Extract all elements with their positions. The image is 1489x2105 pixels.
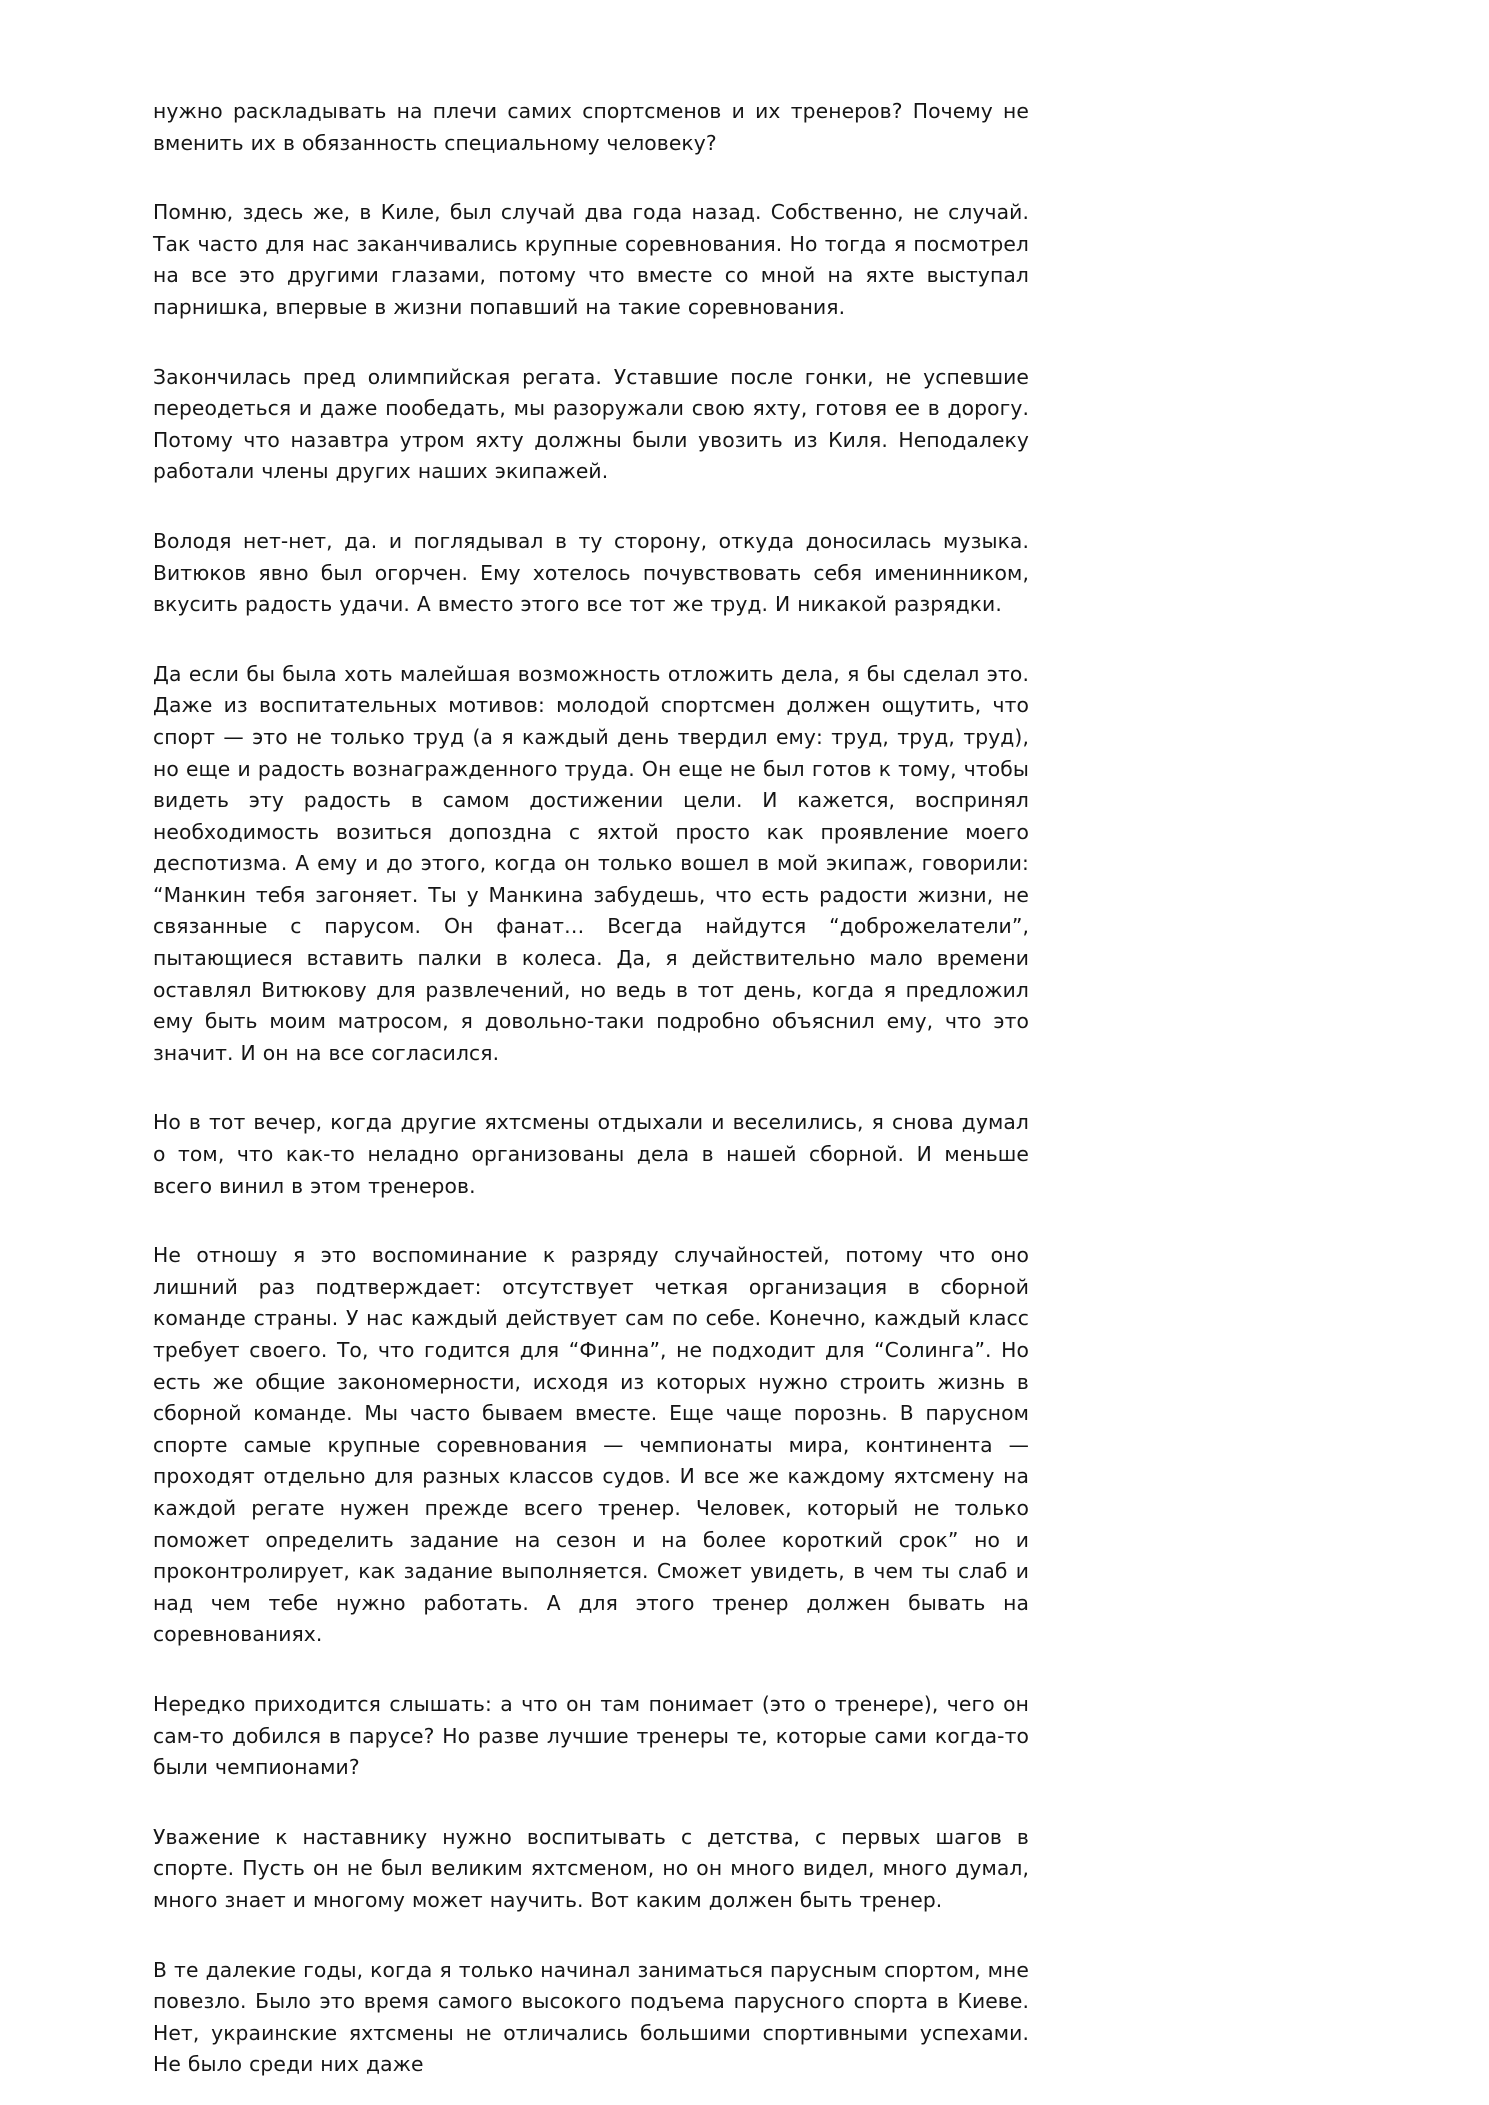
paragraph: Володя нет-нет, да. и поглядывал в ту сторону, откуда доносилась музыка. Витюков явно был огорчен. Ему хотелось почувствовать себя именинником, вкусить радость удачи. А вместо этого все тот же труд. И никакой разрядки.	[153, 528, 1029, 617]
paragraph: Помню, здесь же, в Киле, был случай два года назад. Собственно, не случай. Так часто для нас заканчивались крупные соревнования. Но тогда я посмотрел на все это другими глазами, потому что вместе со мной на яхте выступал парнишка, впервые в жизни попавший на такие соревнования.	[153, 200, 1029, 319]
paragraph: Не отношу я это воспоминание к разряду случайностей, потому что оно лишний раз подтверждает: отсутствует четкая организация в сборной команде страны. У нас каждый действует сам по себе. Конечно, каждый класс требует своего. То, что годится для “Финна”, не подходит для “Солинга”. Но есть же общие закономерности, исходя из которых нужно строить жизнь в сборной команде. Мы часто бываем вместе. Еще чаще порознь. В парусном спорте самые крупные соревнования — чемпионаты мира, континента — проходят отдельно для разных классов судов. И все же каждому яхтсмену на каждой регате нужен прежде всего тренер. Человек, который не только поможет определить задание на сезон и на более короткий срок” но и проконтролирует, как задание выполняется. Сможет увидеть, в чем ты слаб и над чем тебе нужно работать. А для этого тренер должен бывать на соревнованиях.	[153, 1243, 1029, 1647]
paragraph: нужно раскладывать на плечи самих спортсменов и их тренеров? Почему не вменить их в обязанность специальному человеку?	[153, 99, 1029, 155]
paragraph: Да если бы была хоть малейшая возможность отложить дела, я бы сделал это. Даже из воспитательных мотивов: молодой спортсмен должен ощутить, что спорт — это не только труд (а я каждый день твердил ему: труд, труд, труд), но еще и радость вознагражденного труда. Он еще не был готов к тому, чтобы видеть эту радость в самом достижении цели. И кажется, воспринял необходимость возиться допоздна с яхтой просто как проявление моего деспотизма. А ему и до этого, когда он только вошел в мой экипаж, говорили: “Манкин тебя загоняет. Ты у Манкина забудешь, что есть радости жизни, не связанные с парусом. Он фанат… Всегда найдутся “доброжелатели”, пытающиеся вставить палки в колеса. Да, я действительно мало времени оставлял Витюкову для развлечений, но ведь в тот день, когда я предложил ему быть моим матросом, я довольно-таки подробно объяснил ему, что это значит. И он на все согласился.	[153, 661, 1029, 1065]
body-text-column	[153, 96, 1029, 2081]
paragraph: Уважение к наставнику нужно воспитывать с детства, с первых шагов в спорте. Пусть он не был великим яхтсменом, но он много видел, много думал, много знает и многому может научить. Вот каким должен быть тренер.	[153, 1824, 1029, 1912]
paragraph: Закончилась пред олимпийская регата. Уставшие после гонки, не успевшие переодеться и даже пообедать, мы разоружали свою яхту, готовя ее в дорогу. Потому что назавтра утром яхту должны были увозить из Киля. Неподалеку работали члены других наших экипажей.	[153, 364, 1029, 484]
paragraph: Но в тот вечер, когда другие яхтсмены отдыхали и веселились, я снова думал о том, что как-то неладно организованы дела в нашей сборной. И меньше всего винил в этом тренеров.	[153, 1110, 1029, 1198]
paragraph: В те далекие годы, когда я только начинал заниматься парусным спортом, мне повезло. Было это время самого высокого подъема парусного спорта в Киеве. Нет, украинские яхтсмены не отличались большими спортивными успехами. Не было среди них даже	[153, 1957, 1029, 2077]
paragraph: Нередко приходится слышать: а что он там понимает (это о тренере), чего он сам-то добился в парусе? Но разве лучшие тренеры те, которые сами когда-то были чемпионами?	[153, 1691, 1029, 1780]
